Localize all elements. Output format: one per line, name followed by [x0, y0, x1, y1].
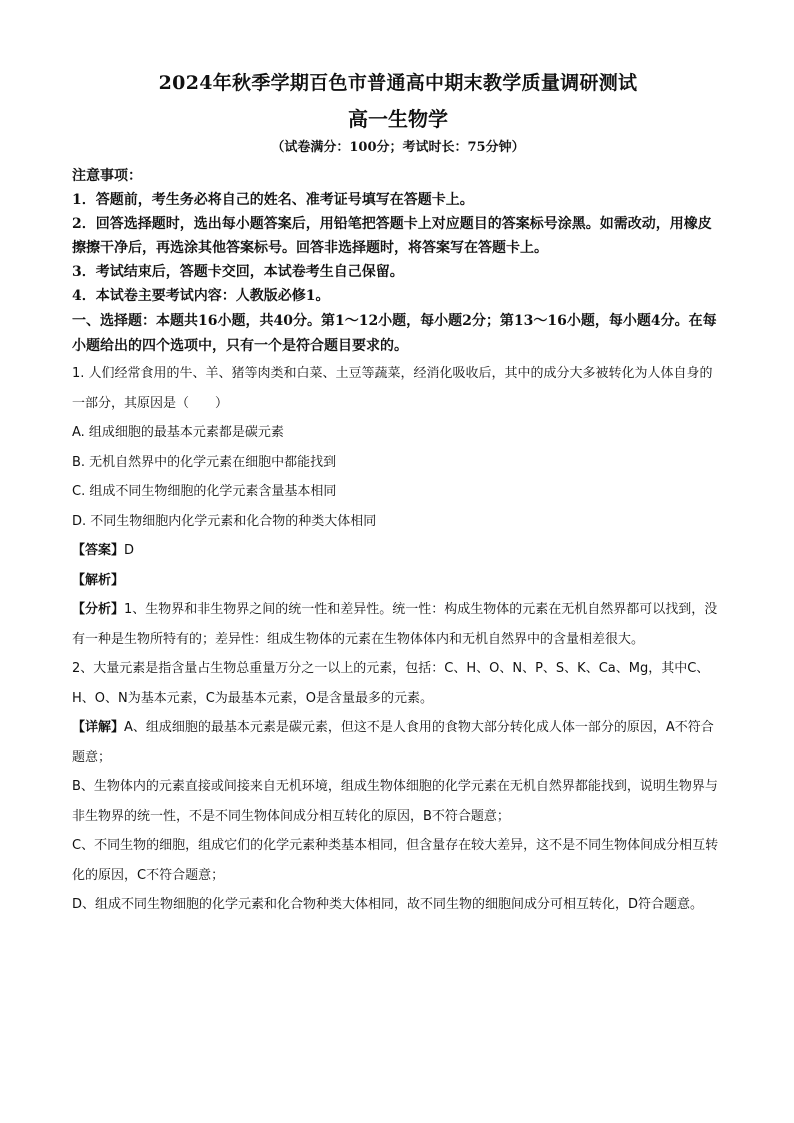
xiangjie-paragraph-d: D、组成不同生物细胞的化学元素和化合物种类大体相同，故不同生物的细胞间成分可相互转化，D符合题意。 [72, 897, 704, 912]
analysis-tag: 【解析】 [72, 572, 125, 588]
option-a: A. 组成细胞的最基本元素都是碳元素 [72, 425, 284, 440]
exam-subject: 高一生物学 [348, 107, 448, 131]
answer-tag: 【答案】 [72, 543, 125, 558]
section-heading: 一、选择题：本题共16小题，共40分。第1～12小题，每小题2分；第13～16小题，每小题4分。在每小题给出的四个选项中，只有一个是符合题目要求的。 [72, 313, 717, 354]
fenxi-paragraph-1 [72, 595, 724, 654]
notice-item-4: 4．本试卷主要考试内容：人教版必修1。 [72, 288, 330, 304]
exam-page [72, 70, 724, 920]
notice-heading: 注意事项： [72, 168, 142, 184]
option-b: B. 无机自然界中的化学元素在细胞中都能找到 [72, 454, 337, 470]
fenxi-text-1: 1、生物界和非生物界之间的统一性和差异性。统一性：构成生物体的元素在无机自然界都可以找到，没有一种是生物所特有的；差异性：组成生物体的元素在生物体体内和无机自然界中的含量相差很大。 [72, 602, 718, 647]
fenxi-tag: 【分析】 [72, 602, 125, 617]
notice-item-3: 3．考试结束后，答题卡交回，本试卷考生自己保留。 [72, 264, 404, 280]
notice-item-1: 1．答题前，考生务必将自己的姓名、准考证号填写在答题卡上。 [72, 192, 474, 208]
question-stem: 1. 人们经常食用的牛、羊、猪等肉类和白菜、土豆等蔬菜，经消化吸收后，其中的成分大多被转化为人体自身的一部分，其原因是（ ） [72, 366, 713, 411]
xiangjie-text-a: A、组成细胞的最基本元素是碳元素，但这不是人食用的食物大部分转化成人体一部分的原因，A不符合题意； [72, 720, 714, 765]
xiangjie-tag: 【详解】 [72, 720, 125, 735]
option-c: C. 组成不同生物细胞的化学元素含量基本相同 [72, 484, 337, 499]
exam-title: 2024年秋季学期百色市普通高中期末教学质量调研测试 [158, 72, 638, 94]
xiangjie-paragraph-a [72, 713, 724, 772]
notice-item-2: 2．回答选择题时，选出每小题答案后，用铅笔把答题卡上对应题目的答案标号涂黑。如需改动，用橡皮擦擦干净后，再选涂其他答案标号。回答非选择题时，将答案写在答题卡上。 [72, 216, 712, 256]
option-d: D. 不同生物细胞内化学元素和化合物的种类大体相同 [72, 513, 377, 529]
answer-value: D [124, 543, 135, 558]
question-1 [72, 359, 724, 920]
xiangjie-paragraph-b: B、生物体内的元素直接或间接来自无机环境，组成生物体细胞的化学元素在无机自然界都能找到，说明生物界与非生物界的统一性，不是不同生物体间成分相互转化的原因，B不符合题意； [72, 779, 718, 824]
answer-line [72, 536, 724, 566]
fenxi-paragraph-2: 2、大量元素是指含量占生物总重量万分之一以上的元素，包括：C、H、O、N、P、S、K、Ca、Mg，其中C、H、O、N为基本元素，C为最基本元素，O是含量最多的元素。 [72, 661, 710, 706]
xiangjie-paragraph-c: C、不同生物的细胞，组成它们的化学元素种类基本相同，但含量存在较大差异，这不是不同生物体间成分相互转化的原因，C不符合题意； [72, 838, 719, 883]
notice-block [72, 164, 724, 308]
exam-meta: （试卷满分：100分；考试时长：75分钟） [271, 140, 525, 155]
